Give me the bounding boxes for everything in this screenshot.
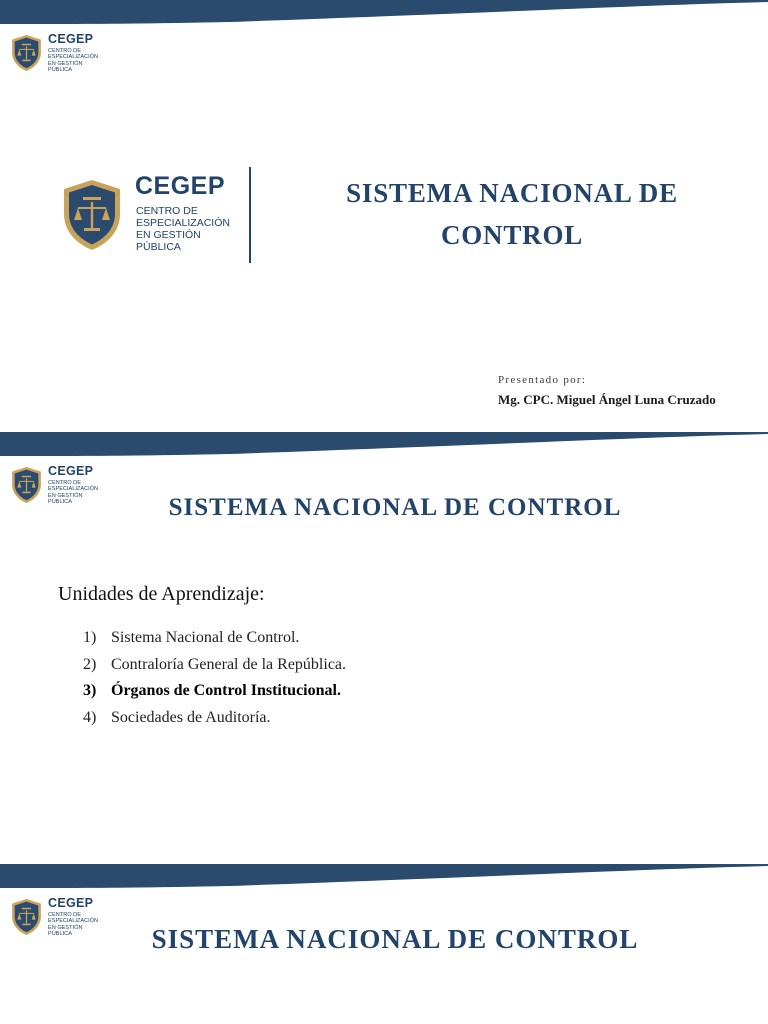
list-item-number: 1) xyxy=(83,629,97,646)
logo-divider xyxy=(249,167,251,263)
presenter-name: Mg. CPC. Miguel Ángel Luna Cruzado xyxy=(498,392,716,407)
units-list xyxy=(83,629,346,735)
header-swoosh xyxy=(0,864,768,894)
brand-name: CEGEP xyxy=(135,172,226,200)
header-swoosh xyxy=(0,432,768,462)
brand-name: CEGEP xyxy=(48,896,94,910)
brand-subtitle: CENTRO DE ESPECIALIZACIÓN EN GESTIÓN PÚBLICA xyxy=(48,48,99,73)
brand-name: CEGEP xyxy=(48,464,94,478)
slide-1 xyxy=(0,0,768,432)
list-item-label: Contraloría General de la República. xyxy=(111,655,347,673)
presented-by-label: Presentado por: xyxy=(498,374,587,386)
presentation-title: SISTEMA NACIONAL DE CONTROL xyxy=(346,178,678,250)
slide-title: SISTEMA NACIONAL DE CONTROL xyxy=(168,494,622,521)
list-item-label: Órganos de Control Institucional. xyxy=(111,682,341,699)
slide-3 xyxy=(0,864,768,1024)
list-item-number: 4) xyxy=(83,708,97,726)
list-item xyxy=(83,656,346,683)
brand-subtitle: CENTRO DE ESPECIALIZACIÓN EN GESTIÓN PÚBLICA xyxy=(136,205,230,253)
slide-title: SISTEMA NACIONAL DE CONTROL xyxy=(151,924,639,954)
list-item-number: 3) xyxy=(83,682,97,699)
shield-icon xyxy=(60,178,124,252)
brand-subtitle: CENTRO DE ESPECIALIZACIÓN EN GESTIÓN PÚBLICA xyxy=(48,912,99,937)
list-item xyxy=(83,709,346,736)
header-swoosh xyxy=(0,0,768,30)
list-item-label: Sociedades de Auditoría. xyxy=(111,708,271,726)
list-item xyxy=(83,629,346,656)
brand-name: CEGEP xyxy=(48,32,94,46)
units-heading: Unidades de Aprendizaje: xyxy=(58,583,265,605)
list-item-label: Sistema Nacional de Control. xyxy=(111,629,300,646)
list-item-current xyxy=(83,682,346,709)
cegep-logo-small xyxy=(10,34,140,74)
shield-icon xyxy=(10,34,43,72)
cegep-logo-large xyxy=(60,172,260,265)
slide-2 xyxy=(0,432,768,864)
brand-subtitle: CENTRO DE ESPECIALIZACIÓN EN GESTIÓN PÚBLICA xyxy=(48,480,99,505)
list-item-number: 2) xyxy=(83,655,97,673)
